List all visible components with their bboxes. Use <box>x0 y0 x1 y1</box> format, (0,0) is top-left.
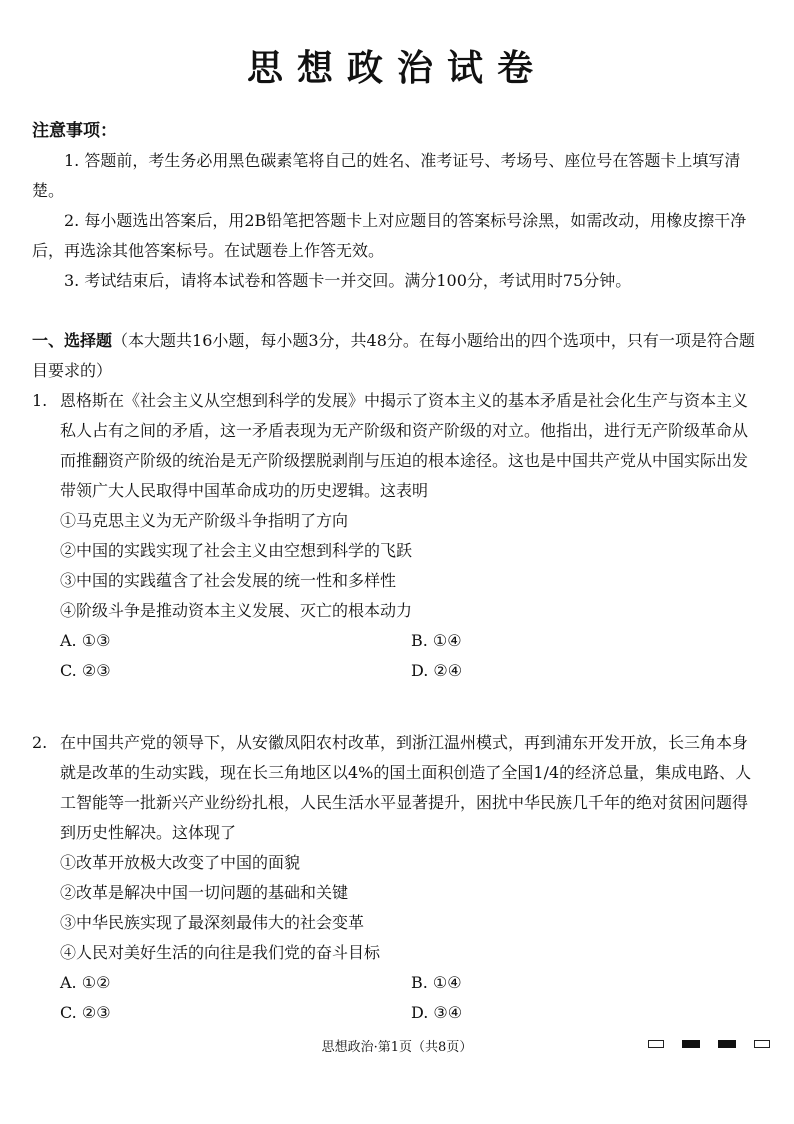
question-number: 2. <box>32 733 48 752</box>
page-title: 思想政治试卷 <box>246 48 547 89</box>
section-header <box>32 326 762 386</box>
option-d: D. ②④ <box>411 661 463 680</box>
question-text: 恩格斯在《社会主义从空想到科学的发展》中揭示了资本主义的基本矛盾是社会化生产与资本主义私人占有之间的矛盾，这一矛盾表现为无产阶级和资产阶级的对立。他指出，进行无产阶级革命从而推翻资产阶级的统治是无产阶级摆脱剥削与压迫的根本途径。这也是中国共产党从中国实际出发带领广大人民取得中国革命成功的历史逻辑。这表明 <box>60 391 749 500</box>
question-number: 1. <box>32 391 48 410</box>
option-a: A. ①② <box>60 973 111 992</box>
statement: ④人民对美好生活的向往是我们党的奋斗目标 <box>60 943 381 962</box>
question-stem <box>32 728 762 848</box>
statement: ①马克思主义为无产阶级斗争指明了方向 <box>60 511 349 530</box>
question-1 <box>32 386 762 686</box>
statement: ④阶级斗争是推动资本主义发展、灭亡的根本动力 <box>60 601 413 620</box>
options-row <box>32 968 762 998</box>
statement: ②改革是解决中国一切问题的基础和关键 <box>60 883 349 902</box>
marker-solid <box>718 1040 736 1048</box>
question-text: 在中国共产党的领导下，从安徽凤阳农村改革，到浙江温州模式，再到浦东开发开放，长三角本身就是改革的生动实践，现在长三角地区以4%的国土面积创造了全国1/4的经济总量，集成电路、人工智能等一批新兴产业纷纷扎根，人民生活水平显著提升，困扰中华民族几千年的绝对贫困问题得到历史性解决。这体现了 <box>60 733 752 842</box>
option-a: A. ①③ <box>60 631 111 650</box>
statement: ②中国的实践实现了社会主义由空想到科学的飞跃 <box>60 541 413 560</box>
marker-hollow <box>648 1040 664 1048</box>
options-row <box>32 626 762 656</box>
statement: ①改革开放极大改变了中国的面貌 <box>60 853 301 872</box>
statement: ③中华民族实现了最深刻最伟大的社会变革 <box>60 913 365 932</box>
section-description: （本大题共16小题，每小题3分，共48分。在每小题给出的四个选项中，只有一项是符合题目要求的） <box>32 331 755 380</box>
note-item: 3. 考试结束后，请将本试卷和答题卡一并交回。满分100分，考试用时75分钟。 <box>64 271 632 290</box>
page-footer: 思想政治·第1页（共8页） <box>321 1040 473 1055</box>
statement: ③中国的实践蕴含了社会发展的统一性和多样性 <box>60 571 397 590</box>
marker-hollow <box>754 1040 770 1048</box>
note-item: 2. 每小题选出答案后，用2B铅笔把答题卡上对应题目的答案标号涂黑，如需改动，用橡皮擦干净后，再选涂其他答案标号。在试题卷上作答无效。 <box>32 211 747 260</box>
section-title: 一、选择题 <box>32 331 113 350</box>
option-d: D. ③④ <box>411 1003 463 1022</box>
marker-solid <box>682 1040 700 1048</box>
options-row <box>32 656 762 686</box>
question-2 <box>32 728 762 1028</box>
note-item: 1. 答题前，考生务必用黑色碳素笔将自己的姓名、准考证号、考场号、座位号在答题卡上填写清楚。 <box>32 151 741 200</box>
option-c: C. ②③ <box>60 661 111 680</box>
notes-heading: 注意事项： <box>32 121 117 141</box>
option-b: B. ①④ <box>411 973 462 992</box>
scan-marks <box>648 1040 770 1048</box>
options-row <box>32 998 762 1028</box>
option-b: B. ①④ <box>411 631 462 650</box>
option-c: C. ②③ <box>60 1003 111 1022</box>
question-stem <box>32 386 762 506</box>
